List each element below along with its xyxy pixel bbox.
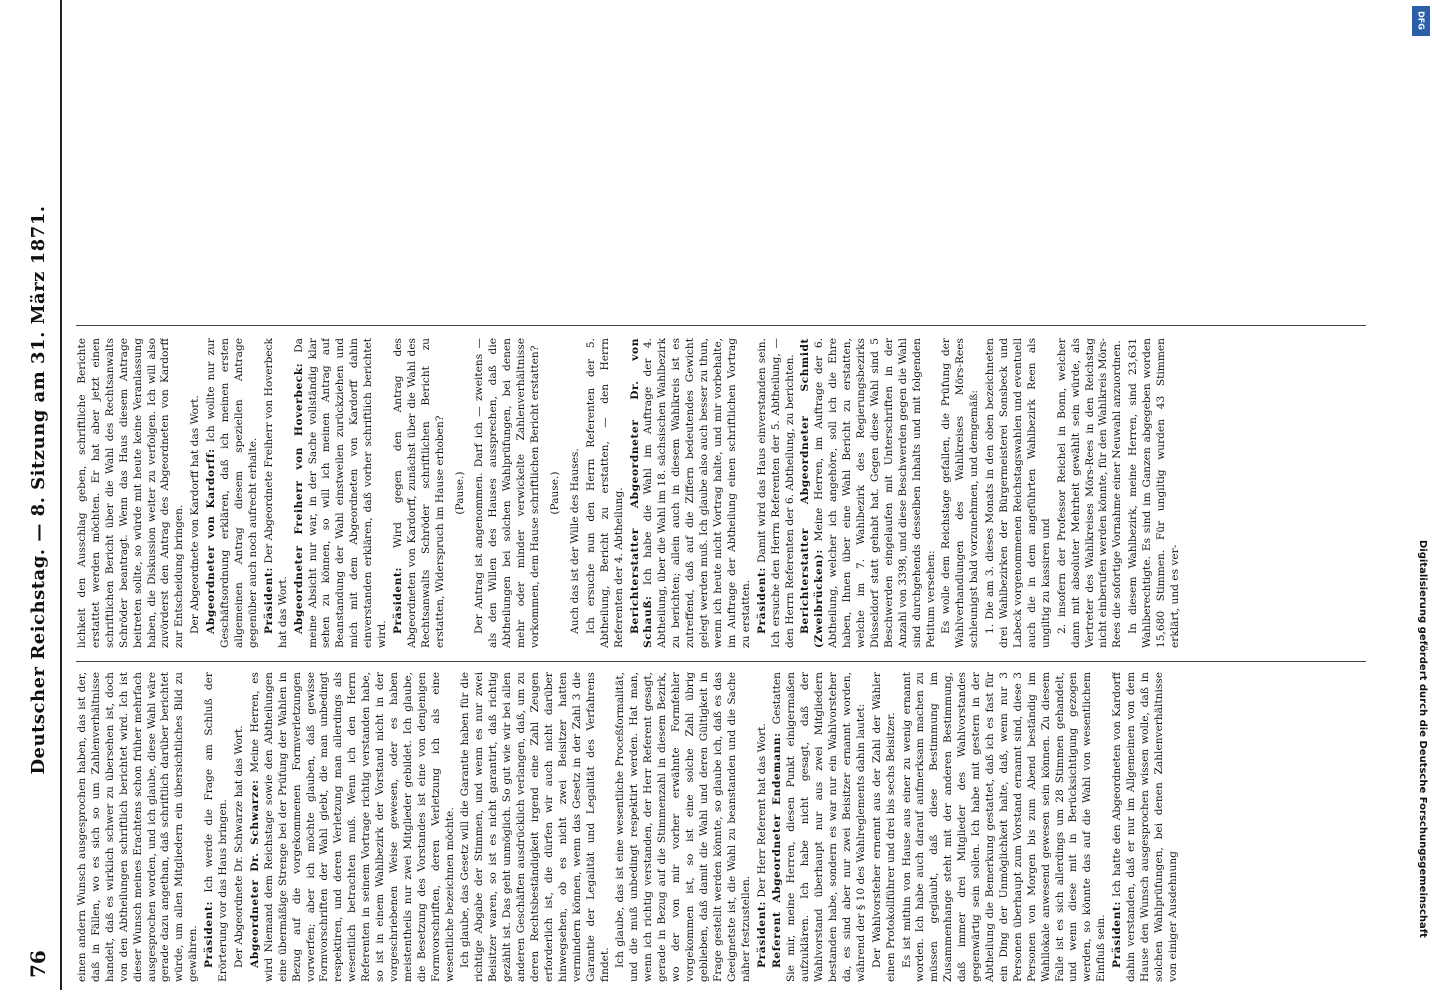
pause-note: (Pause.) — [453, 471, 466, 515]
page-header — [20, 0, 62, 990]
speaker-label: Abgeordneter von Kardorff: — [205, 448, 218, 634]
paragraph — [293, 338, 390, 648]
paragraph: Der Abgeordnete von Kardorff hat das Wort. — [189, 395, 202, 634]
speech-text: Damit wird das Haus einverstanden sein. Ich ersuche den Herrn Referenten der 5. Abtheilung, — den Herrn Referenten der 6. Abtheilung, zu berichten. — [755, 338, 796, 648]
dfg-logo-badge — [1412, 6, 1430, 36]
paragraph: einen andern Wunsch ausgesprochen haben, das ist der, daß in Fällen, wo es sich so um Zahlenverhältnisse handelt, daß es wirklich schwer zu übersehen ist, doch von den Abtheilungen schriftlich berichtet wird. Ich ist dieser Wunsch meines Erachtens schon früher mehrfach ausgesprochen worden, und ich glaube, diese Wahl wäre gerade dazu angethan, daß schriftlich darüber berichtet würde, um allen Mitgliedern ein übersichtliches Bild zu gewähren. — [76, 672, 200, 982]
speech-text: Ich hatte den Abgeordneten von Kardorff dahin verstanden, daß er nur im Allgemeinen von dem Hause den Wunsch ausgesprochen wissen wolle, daß in solchen Wahlprüfungen, bei denen Zahlenverhältnisse von einiger Ausdehnung — [1111, 672, 1179, 982]
speaker-label: Präsident: — [391, 566, 404, 634]
speaker-label: Abgeordneter Dr. Schwarze: — [248, 779, 261, 968]
speech-text: Da meine Absicht nur war, in der Sache vollständig klar sehen zu können, so will ich meinen Antrag auf Beanstandung der Wahl einstweilen zurückziehen und mich mit dem Abgeordneten von Kardorff dahin einverstanden erklären, daß vorher schriftlich berichtet wird. — [292, 338, 389, 648]
petition-text: Es wolle dem Reichstage gefallen, die Prüfung der Wahlverhandlungen des Wahlkreises Mörs-Rees schleunigst bald vorzunehmen, und demgemäß: — [940, 338, 981, 648]
paragraph — [205, 338, 261, 648]
speaker-label: Abgeordneter Freiherr von Hoverbeck: — [292, 362, 305, 634]
paragraph — [249, 672, 458, 982]
digitization-note: Digitalisierung gefördert durch die Deutsche Forschungsgemeinschaft — [1417, 540, 1428, 938]
paragraph — [263, 338, 291, 648]
speech-text: Ich habe die Wahl im Auftrage der 4. Abtheilung, über die Wahl im 18. sächsischen Wahlbezirk zu berichten; allein auch in diesem Wahlkreis ist es zutreffend, daß auf die Ziffern bedeutendes Gewicht gelegt werden muß. Ich glaube also auch besser zu thun, wenn ich heute nicht Vortrag halte, und mir vorbehalte, im Auftrage der Abtheilung einen schriftlichen Vortrag zu erstatten. — [642, 338, 752, 648]
column-divider — [76, 661, 1366, 662]
paragraph: Ich ersuche nun den Herrn Referenten der 5. Abtheilung, Bericht zu erstatten, — den Herrn Referenten der 4. Abtheilung. — [584, 338, 625, 648]
running-title: Deutscher Reichstag. — 8. Sitzung am 31. März 1871. — [28, 205, 49, 775]
speaker-label: Präsident: — [755, 566, 768, 634]
speech-text: Gestatten Sie mir, meine Herren, diesen Punkt einigermaßen aufzuklären. Ich habe nicht gesagt, daß der Wahlvorstand überhaupt nur aus zwei Mitgliedern bestanden habe, sondern es war nur ein Wahlvorsteher da, es sind aber nur zwei Beisitzer ernannt worden, während der § 10 des Wahlreglements dahin lautet: — [771, 672, 867, 982]
paragraph — [756, 672, 770, 982]
speaker-label: Berichterstatter Abgeordneter Dr. von Schauß: — [628, 338, 655, 648]
speech-text: Ich werde die Frage am Schluß der Erörterung vor das Haus bringen. — [203, 672, 230, 982]
speaker-label: Berichterstatter Abgeordneter Schmidt (Zweibrücken): — [799, 338, 826, 648]
paragraph: Ich glaube, das ist eine wesentliche Proceßformalität, und die muß unbedingt respektirt werden. Hat man, wenn ich richtig verstanden, der Herr Referent gesagt, gerade in Bezug auf die Stimmenzahl in diesem Bezirk, wo der von mir vorher erwähnte Formfehler vorgekommen ist, so ist eine solche Zahl übrig geblieben, daß damit die Wahl und deren Gültigkeit in Frage gestellt werden könnte, so glaube ich, daß es das Geeignetste ist, die Wahl zu beanstanden und die Sache näher festzustellen. — [614, 672, 752, 982]
column-divider — [76, 325, 1366, 326]
speech-text: Meine Herren, es wird Niemand dem Reichstage sowie den Abtheilungen eine übermäßige Strenge bei der Prüfung der Wahlen in Bezug auf die vorgekommenen Formverletzungen vorwerfen; aber ich möchte glauben, daß gewisse Formvorschriften der Wahl giebt, die man unbedingt respektiren, und deren Verletzung man allerdings als wesentlich betrachten muß. Wenn ich den Herrn Referenten in seinem Vortrage richtig verstanden habe, so ist in einem Wahlbezirk der Vorstand nicht in der vorgeschriebenen Weise gewesen, oder es haben meistentheils nur zwei Mitglieder gebildet. Ich glaube, die Besetzung des Vorstandes ist eine von denjenigen Formvorschriften, deren Verletzung ich als eine wesentliche bezeichnen möchte. — [248, 672, 456, 982]
page-number: 76 — [26, 950, 50, 978]
dfg-logo-text: DFG — [1416, 11, 1426, 30]
pause-note: (Pause.) — [549, 471, 561, 515]
paragraph: In diesem Wahlbezirk, meine Herren, sind 23,631 Wahlberechtigte. Es sind im Ganzen abgegeben worden 15,680 Stimmen. Für ungiltig wurden 43 Stimmen erklärt, und es ver- — [1127, 338, 1181, 648]
paragraph — [392, 338, 448, 648]
paragraph — [203, 672, 231, 982]
speech-text: Der Abgeordnete Freiherr von Hoverbeck hat das Wort. — [262, 338, 289, 648]
speaker-label: Referent Abgeordneter Endemann: — [771, 732, 784, 968]
paragraph — [629, 338, 754, 648]
paragraph — [756, 338, 798, 648]
speech-text: Meine Herren, im Auftrage der 6. Abtheilung, welcher ich angehöre, soll ich die Ehre haben, Ihnen über eine Wahl Bericht zu erstatten, welche im 7. Wahlbezirk des Regierungsbezirks Düsseldorf statt gehabt hat. Gegen diese Wahl sind 5 Beschwerden eingelaufen mit Unterschriften in der Anzahl von 3398, und diese Beschwerden gegen die Wahl sind durchgehends desselben Inhalts und mit folgenden Petitum versehen: — [813, 338, 937, 648]
left-column — [76, 672, 1366, 982]
paragraph — [799, 338, 938, 648]
right-column — [76, 338, 1366, 648]
paragraph: lichkeit den Ausschlag geben, schriftliche Berichte erstattet werden möchten. Er hat aber jetzt einen schriftlichen Bericht über die Wahl des Rechtsanwalts Schröder beantragt. Wenn das Haus diesem Antrage beitreten sollte, so würde mit heute keine Veranlassung haben, die Diskussion weiter zu verfolgen. Ich will also zuvörderst den Antrag des Abgeordneten von Kardorff zur Entscheidung bringen. — [76, 338, 186, 648]
paragraph: Der Abgeordnete Dr. Schwarze hat das Wort. — [232, 725, 245, 968]
paragraph: Es ist mithin von Hause aus einer zu wenig ernannt worden. Ich habe auch darauf aufmerksam machen zu müssen geglaubt, daß diese Bestimmung im Zusammenhange steht mit der anderen Bestimmung, daß immer drei Mitglieder des Wahlvorstandes gegenwärtig sein sollen. Ich habe mit gestern in der Abtheilung die Bemerkung gestattet, daß ich es fast für ein Ding der Unmöglichkeit halte, daß, wenn nur 3 Personen überhaupt zum Vorstand ernannt sind, diese 3 Personen von Morgen bis zum Abend beständig im Wahllokale anwesend gewesen sein können. Zu diesem Falle ist es sich allerdings um 28 Stimmen gehandelt, und wenn diese mit in Berücksichtigung gezogen werden, so könnte das auf die Wahl von wesentlichem Einfluß sein. — [900, 672, 1108, 982]
digitization-sidebar — [1414, 540, 1428, 980]
speech-text: Ich wollte nur zur Geschäftsordnung erklären, daß ich meinen ersten allgemeinen Antrag diesem speziellen Antrage gegenüber auch noch aufrecht erhalte. — [205, 338, 259, 648]
quoted-rule: Der Wahlvorsteher ernennt aus der Zahl der Wähler einen Protokollführer und drei bis sechs Beisitzer. — [870, 672, 897, 982]
paragraph: Ich glaube, das Gesetz will die Garantie haben für die richtige Abgabe der Stimmen, und wenn es nur zwei Beisitzer waren, so ist es nicht garantirt, daß richtig gezählt ist. Das geht unmöglich. So gut wie wir bei allen anderen Geschäften ausdrücklich verlangen, daß, um zu deren Rechtsbeständigkeit irgend eine Zahl Zeugen erforderlich ist, die dürfen wir auch nicht darüber hinwegsehen, ob es nicht zwei Beisitzer hatten vermindern können, wenn das Gesetz in der Zahl 3 die Garantie der Legalität und Legalität des Verfahrens findet. — [459, 672, 611, 982]
paragraph: Der Antrag ist angenommen. Darf ich — zweitens — als den Willen des Hauses aussprechen, daß die Abtheilungen bei solchen Wahlprüfungen, bei denen mehr oder minder verwickelte Zahlenverhältnisse vorkommen, dem Hause schriftlichen Bericht erstatten? — [473, 338, 542, 648]
speaker-label: Präsident: — [203, 900, 216, 968]
speaker-label: Präsident: — [1111, 900, 1124, 968]
paragraph — [771, 672, 868, 982]
petition-item: 2. insofern der Professor Reichel in Bonn, welcher dann mit absoluter Mehrheit gewählt sein würde, als Vertreter des Wahlkreises Mörs-Rees in den Reichstag nicht einberufen werden könnte, für den Wahlkreis Mörs-Rees die sofortige Vornahme einer Neuwahl anzuordnen. — [1055, 338, 1124, 648]
speech-text: Wird gegen den Antrag des Abgeordneten von Kardorff, zunächst über die Wahl des Rechtsanwalts Schröder schriftlichen Bericht zu erstatten, Widerspruch im Hause erhoben? — [391, 338, 446, 648]
speaker-label: Präsident: — [755, 900, 768, 968]
paragraph: Auch das ist der Wille des Hauses. — [568, 448, 581, 634]
paragraph — [1111, 672, 1181, 982]
speaker-label: Präsident: — [262, 566, 275, 634]
speech-text: Der Herr Referent hat das Wort. — [755, 723, 768, 898]
petition-item: 1. Die am 3. dieses Monats in den oben bezeichneten drei Wahlbezirken der Bürgermeisterei Sonsbeck und Labeck vorgenommenen Reichstagswahlen und eventuell auch die in dem angeführten Wahlbezirk Reen als ungiltig zu kassiren und — [984, 338, 1052, 648]
document-page — [20, 0, 1400, 990]
